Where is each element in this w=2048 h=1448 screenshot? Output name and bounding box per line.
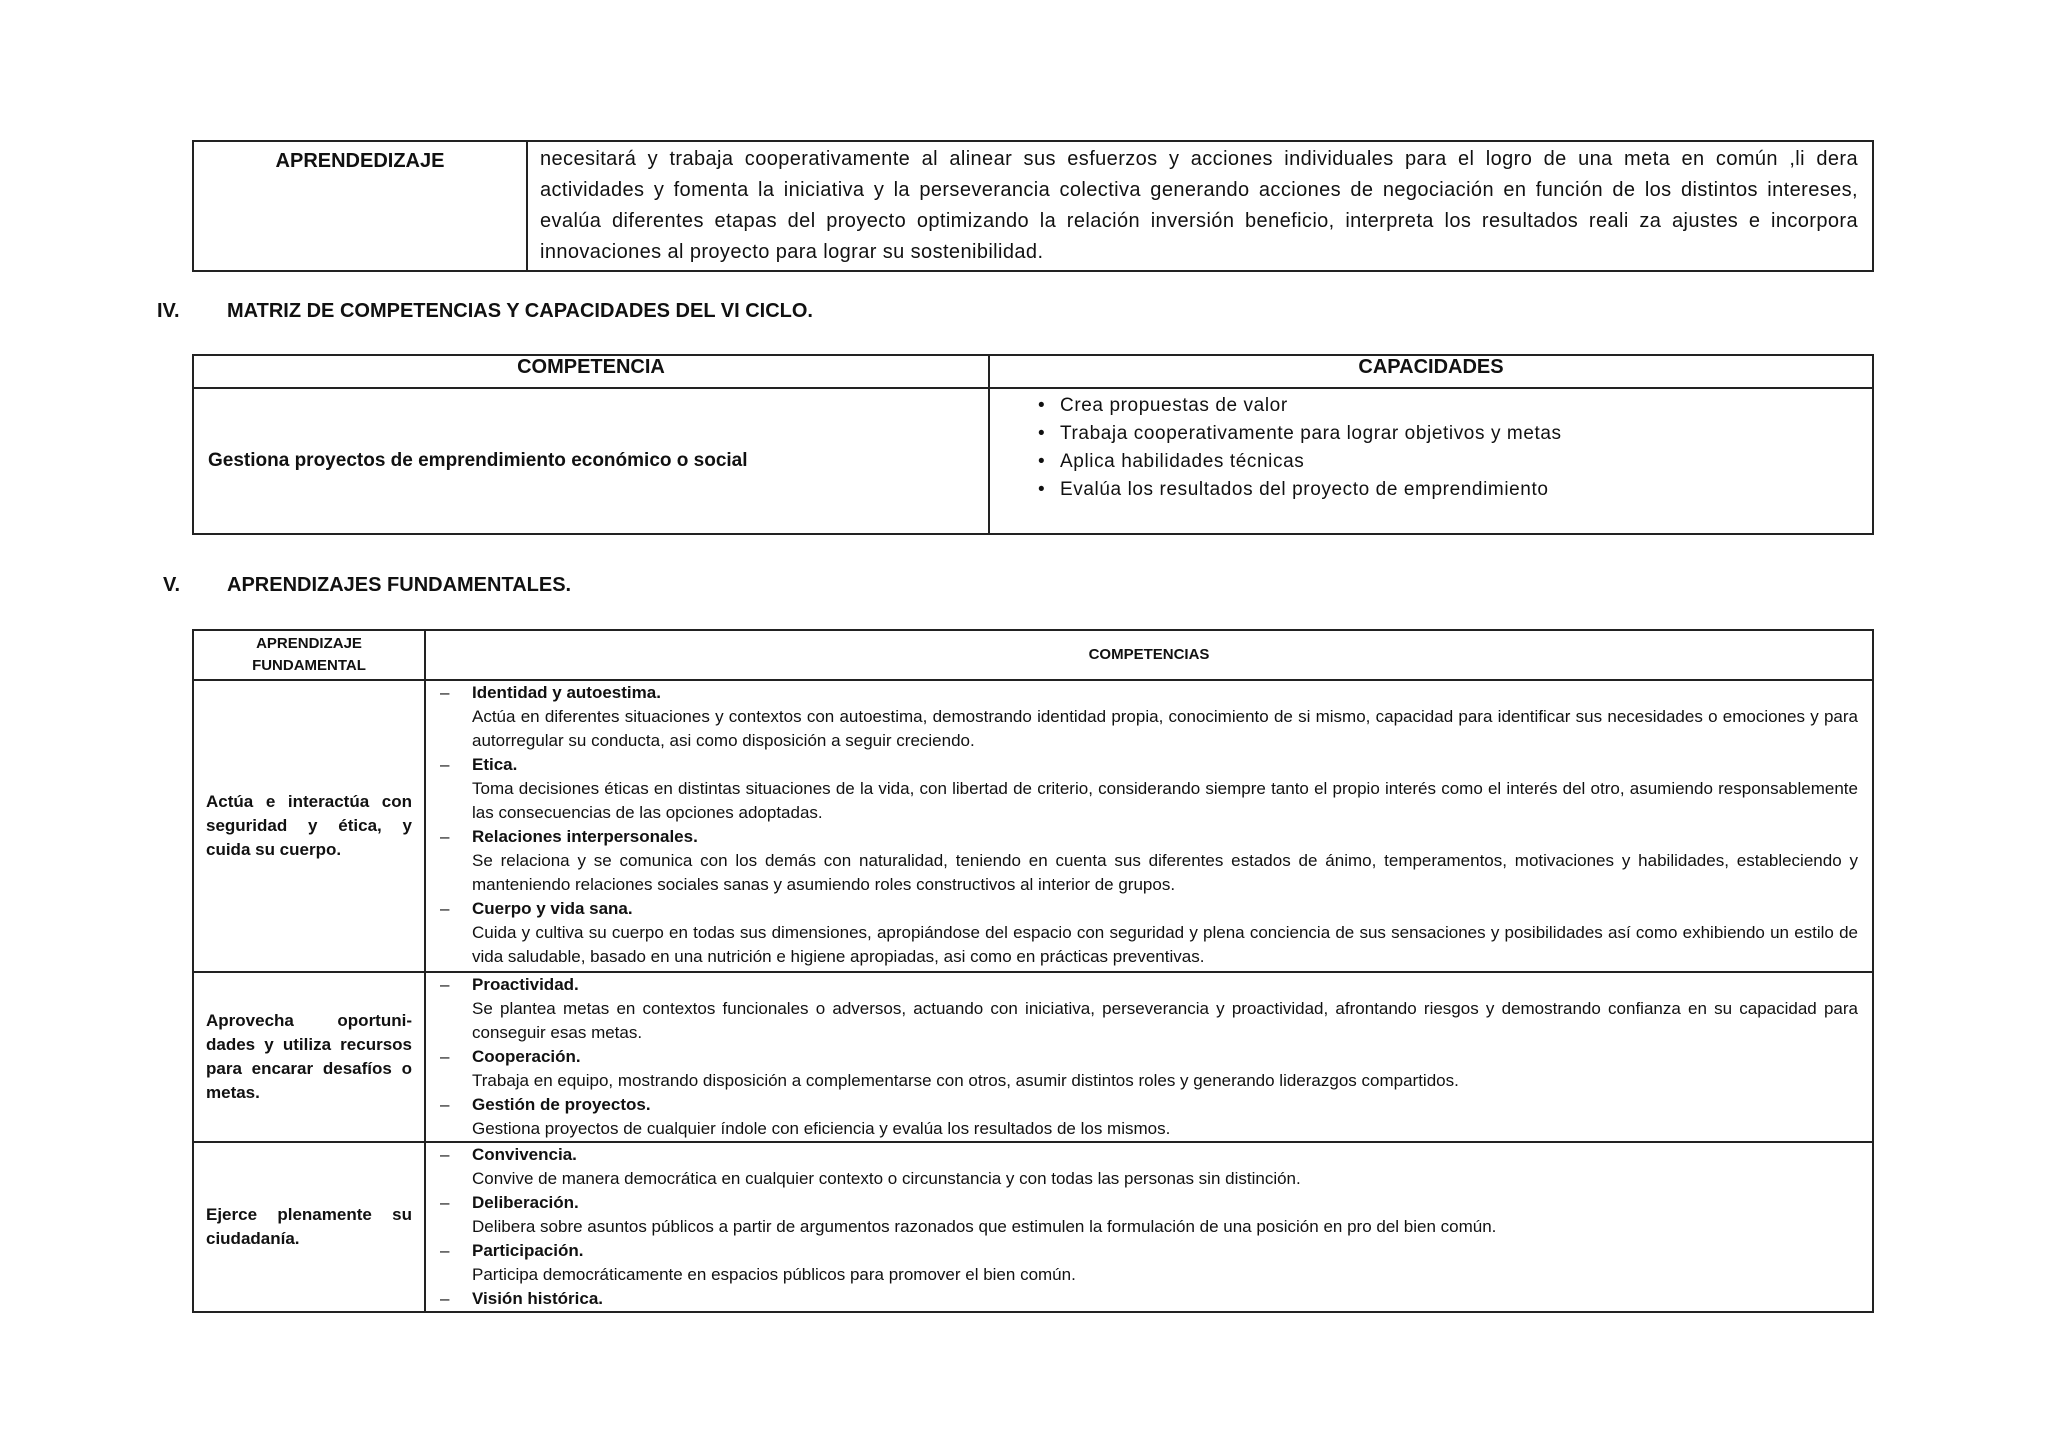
- competencias-cell: [425, 972, 1873, 1142]
- capacidad-item: • Trabaja cooperativamente para lograr objetivos y metas: [1060, 420, 1872, 448]
- competencia-name: Cooperación.: [472, 1047, 581, 1066]
- competencia-desc: Se plantea metas en contextos funcionales o adversos, actuando con iniciativa, perseverancia y proactividad, afrontando riesgos y demostrando confianza en su capacidad para conseguir esas metas.: [472, 999, 1858, 1042]
- competencia-cell: Gestiona proyectos de emprendimiento económico o social: [193, 388, 989, 534]
- aprendizajes-fundamentales-table: [192, 629, 1874, 1313]
- competencia-item: [438, 753, 1858, 825]
- competencia-item: [438, 1191, 1858, 1239]
- dash-marker: –: [440, 1241, 450, 1260]
- capacidades-header: CAPACIDADES: [989, 355, 1873, 388]
- competencia-desc: Toma decisiones éticas en distintas situaciones de la vida, con libertad de criterio, considerando siempre tanto el propio interés como el interés del otro, asumiendo responsablemente las consecuencias de las opciones adoptadas.: [472, 779, 1858, 822]
- aprendizaje-fundamental-header: APRENDIZAJE FUNDAMENTAL: [193, 630, 425, 680]
- competencia-desc: Cuida y cultiva su cuerpo en todas sus dimensiones, apropiándose del espacio con seguridad y plena conciencia de sus sensaciones y posibilidades así como exhibiendo un estilo de vida saludable, basado en una nutrición e higiene apropiadas, asi como en prácticas preventivas.: [472, 923, 1858, 966]
- dash-marker: –: [440, 683, 450, 702]
- competencia-name: Gestión de proyectos.: [472, 1095, 651, 1114]
- dash-marker: –: [440, 899, 450, 918]
- section-iv-title: MATRIZ DE COMPETENCIAS Y CAPACIDADES DEL VI CICLO.: [227, 300, 813, 322]
- capacidades-cell: [989, 388, 1873, 534]
- competencia-desc: Participa democráticamente en espacios públicos para promover el bien común.: [472, 1265, 1076, 1284]
- section-v-number: V.: [163, 574, 181, 596]
- aprendizaje-table: [192, 140, 1874, 272]
- dash-marker: –: [440, 975, 450, 994]
- dash-marker: –: [440, 827, 450, 846]
- dash-marker: –: [440, 1047, 450, 1066]
- aprendizaje-area: Aprovecha oportuni-dades y utiliza recursos para encarar desafíos o metas.: [193, 972, 425, 1142]
- competencia-header: COMPETENCIA: [193, 355, 989, 388]
- competencia-item: [438, 973, 1858, 1045]
- competencia-name: Convivencia.: [472, 1145, 577, 1164]
- capacidad-item: • Crea propuestas de valor: [1060, 392, 1872, 420]
- dash-marker: –: [440, 1095, 450, 1114]
- competencia-name: Cuerpo y vida sana.: [472, 899, 633, 918]
- capacidad-item: • Evalúa los resultados del proyecto de emprendimiento: [1060, 476, 1872, 504]
- competencia-item: [438, 825, 1858, 897]
- capacidad-item: • Aplica habilidades técnicas: [1060, 448, 1872, 476]
- competencia-name: Visión histórica.: [472, 1289, 604, 1308]
- competencia-name: Etica.: [472, 755, 518, 774]
- competencia-name: Identidad y autoestima.: [472, 683, 661, 702]
- competencia-desc: Se relaciona y se comunica con los demás con naturalidad, teniendo en cuenta sus diferentes estados de ánimo, temperamentos, motivaciones y habilidades, estableciendo y manteniendo relaciones sociales sanas y asumiendo roles constructivos al interior de grupos.: [472, 851, 1858, 894]
- aprendizaje-label: APRENDEDIZAJE: [193, 141, 527, 271]
- competencia-item: [438, 1093, 1858, 1141]
- competencia-item: [438, 897, 1858, 969]
- competencia-item: [438, 1143, 1858, 1191]
- dash-marker: –: [440, 1289, 450, 1308]
- competencia-name: Relaciones interpersonales.: [472, 827, 698, 846]
- competencia-item: [438, 1287, 1858, 1311]
- competencias-header: COMPETENCIAS: [425, 630, 1873, 680]
- competencia-name: Deliberación.: [472, 1193, 579, 1212]
- competencia-item: [438, 1045, 1858, 1093]
- section-v-title: APRENDIZAJES FUNDAMENTALES.: [227, 574, 572, 596]
- capacidades-list: [1060, 392, 1872, 504]
- aprendizaje-text: necesitará y trabaja cooperativamente al alinear sus esfuerzos y acciones individuales para el logro de una meta en común ,li dera actividades y fomenta la iniciativa y la perseverancia colectiva generando acciones de negociación en función de los distintos intereses, evalúa diferentes etapas del proyecto optimizando la relación inversión beneficio, interpreta los resultados reali za ajustes e incorpora innovaciones al proyecto para lograr su sostenibilidad.: [527, 141, 1873, 271]
- dash-marker: –: [440, 755, 450, 774]
- competencia-item: [438, 1239, 1858, 1287]
- competencia-desc: Trabaja en equipo, mostrando disposición a complementarse con otros, asumir distintos roles y generando liderazgos compartidos.: [472, 1071, 1459, 1090]
- competencia-desc: Convive de manera democrática en cualquier contexto o circunstancia y con todas las personas sin distinción.: [472, 1169, 1301, 1188]
- dash-marker: –: [440, 1193, 450, 1212]
- competencia-item: [438, 681, 1858, 753]
- competencias-cell: [425, 1142, 1873, 1312]
- competencias-cell: [425, 680, 1873, 972]
- competencias-matrix-table: [192, 354, 1874, 535]
- competencia-name: Participación.: [472, 1241, 584, 1260]
- competencia-desc: Delibera sobre asuntos públicos a partir de argumentos razonados que estimulen la formulación de una posición en pro del bien común.: [472, 1217, 1497, 1236]
- competencia-desc: Gestiona proyectos de cualquier índole con eficiencia y evalúa los resultados de los mismos.: [472, 1119, 1171, 1138]
- aprendizaje-area: Actúa e interactúa con seguridad y ética, y cuida su cuerpo.: [193, 680, 425, 972]
- section-iv-number: IV.: [157, 300, 180, 322]
- aprendizaje-area: Ejerce plenamente su ciudadanía.: [193, 1142, 425, 1312]
- competencia-name: Proactividad.: [472, 975, 579, 994]
- dash-marker: –: [440, 1145, 450, 1164]
- competencia-desc: Actúa en diferentes situaciones y contextos con autoestima, demostrando identidad propia, conocimiento de si mismo, capacidad para identificar sus necesidades o emociones y para autorregular su conducta, asi como disposición a seguir creciendo.: [472, 707, 1858, 750]
